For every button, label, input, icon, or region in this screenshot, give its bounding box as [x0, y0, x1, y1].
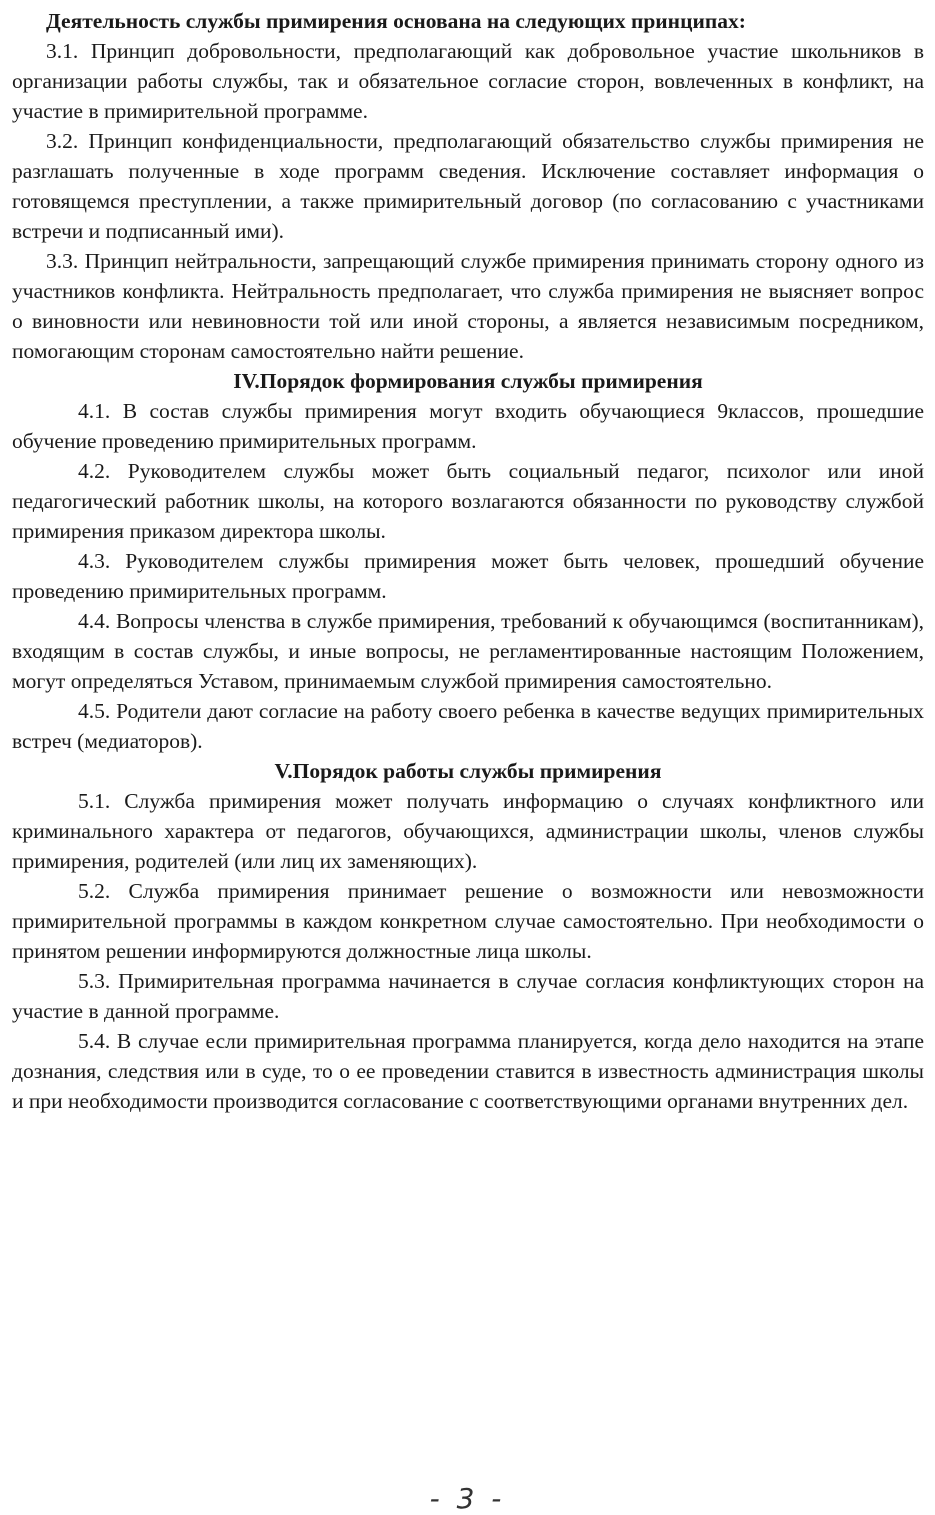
paragraph-3-3: 3.3. Принцип нейтральности, запрещающий службе примирения принимать сторону одного из участников конфликта. Нейтральность предполагает, что служба примирения не выясняет вопрос о виновности или невиновности той или иной стороны, а является независимым посредником, помогающим сторонам самостоятельно найти решение. [12, 249, 924, 363]
section-5-procedure [12, 786, 924, 1116]
document-page [12, 6, 924, 1116]
paragraph-4-4: 4.4. Вопросы членства в службе примирения, требований к обучающимся (воспитанникам), входящим в состав службы, и иные вопросы, не регламентированные настоящим Положением, могут определяться Уставом, принимаемым службой примирения самостоятельно. [12, 609, 924, 693]
paragraph-5-4: 5.4. В случае если примирительная программа планируется, когда дело находится на этапе дознания, следствия или в суде, то о ее проведении ставится в известность администрация школы и при необходимости производится согласование с соответствующими органами внутренних дел. [12, 1029, 924, 1113]
page-number: - 3 - [429, 1482, 506, 1515]
paragraph-4-2: 4.2. Руководителем службы может быть социальный педагог, психолог или иной педагогический работник школы, на которого возлагаются обязанности по руководству службой примирения приказом директора школы. [12, 459, 924, 543]
paragraph-5-2: 5.2. Служба примирения принимает решение о возможности или невозможности примирительной программы в каждом конкретном случае самостоятельно. При необходимости о принятом решении информируются должностные лица школы. [12, 879, 924, 963]
paragraph-4-1: 4.1. В состав службы примирения могут входить обучающиеся 9классов, прошедшие обучение проведению примирительных программ. [12, 399, 924, 453]
paragraph-4-5: 4.5. Родители дают согласие на работу своего ребенка в качестве ведущих примирительных встреч (медиаторов). [12, 699, 924, 753]
paragraph-5-1: 5.1. Служба примирения может получать информацию о случаях конфликтного или криминального характера от педагогов, обучающихся, администрации школы, членов службы примирения, родителей (или лиц их заменяющих). [12, 789, 924, 873]
paragraph-3-1: 3.1. Принцип добровольности, предполагающий как добровольное участие школьников в организации работы службы, так и обязательное согласие сторон, вовлеченных в конфликт, на участие в примирительной программе. [12, 39, 924, 123]
paragraph-3-2: 3.2. Принцип конфиденциальности, предполагающий обязательство службы примирения не разглашать полученные в ходе программ сведения. Исключение составляет информация о готовящемся преступлении, а также примирительный договор (по согласованию с участниками встречи и подписанный ими). [12, 129, 924, 243]
section-3-principles [12, 36, 924, 366]
paragraph-4-3: 4.3. Руководителем службы примирения может быть человек, прошедший обучение проведению примирительных программ. [12, 549, 924, 603]
principles-intro: Деятельность службы примирения основана на следующих принципах: [46, 9, 746, 33]
paragraph-5-3: 5.3. Примирительная программа начинается в случае согласия конфликтующих сторон на участие в данной программе. [12, 969, 924, 1023]
section-4-formation [12, 396, 924, 756]
section-5-heading: V.Порядок работы службы примирения [274, 759, 662, 783]
section-4-heading: IV.Порядок формирования службы примирения [233, 369, 703, 393]
